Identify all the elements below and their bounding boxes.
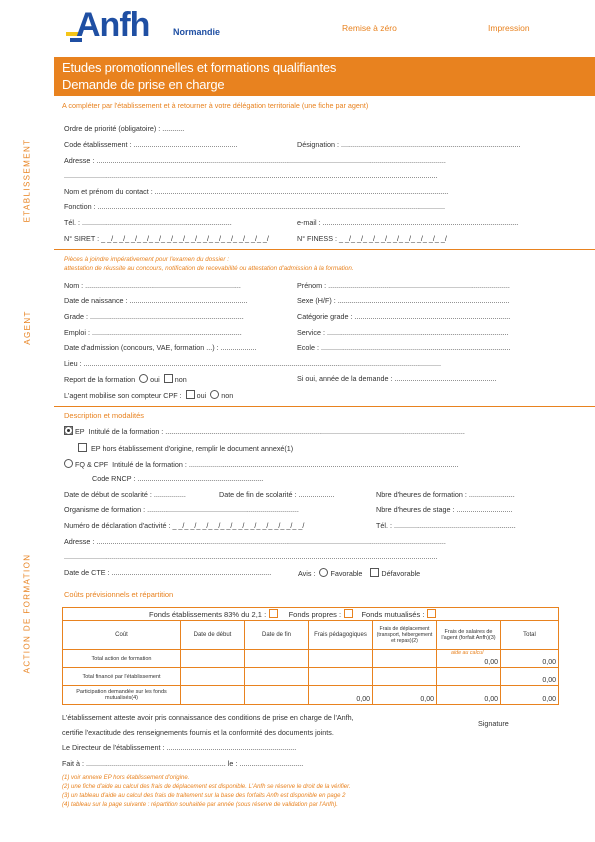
funds-etab-checkbox[interactable] [269,609,278,618]
cpf-row [64,390,233,400]
admission-field[interactable]: Date d'admission (concours, VAE, formation ...) : .................. [64,343,257,352]
favorable-label: Favorable [330,569,363,578]
row-label: Total financé par l'établissement [63,668,181,686]
email-field[interactable]: e-mail : .................................................................................................. [297,218,519,227]
costs-table [62,620,559,705]
deplacement-cell[interactable] [373,650,437,668]
salaires-cell[interactable] [437,650,501,668]
ep-label: EP [75,427,85,436]
fqcpf-row [64,459,458,469]
lieu-field[interactable]: Lieu : ................................................................................................................................................................................... [64,359,442,368]
declaration-field[interactable]: Numéro de déclaration d'activité : _ _/_ _/_ _/_ _/_ _/_ _/_ _/_ _/_ _/_ _/_ _/ [64,521,305,530]
pedago-cell: 0,00 [309,686,373,705]
ordre-field[interactable]: Ordre de priorité (obligatoire) : ........... [64,124,185,133]
agent-note: Pièces à joindre impérativement pour l'examen du dossier : [64,256,230,263]
report-row [64,374,187,384]
footnote: (2) une fiche d'aide au calcul des frais de déplacement est disponible. L'Anfh se réserve le droit de la vérifier. [62,784,351,790]
oui-label: oui [150,375,160,384]
heures-stage-field[interactable]: Nbre d'heures de stage : ............................ [376,505,513,514]
avis-row [298,568,420,578]
grade-field[interactable]: Grade : ............................................................................. [64,312,244,321]
ep-hors-label: EP hors établissement d'origine, remplir le document annexé(1) [91,444,294,453]
adresse-field[interactable]: Adresse : ............................................................................................................................................................................... [64,156,446,165]
logo-region: Normandie [173,27,221,37]
funds-propres-label: Fonds propres : [288,610,342,619]
aide-calcul-link[interactable]: aide au calcul [451,650,484,656]
categorie-field[interactable]: Catégorie grade : .............................................................................. [297,312,511,321]
reset-button[interactable]: Remise à zéro [342,23,397,33]
salaires-cell: 0,00 [437,686,501,705]
table-header-row [63,621,559,650]
finess-field[interactable]: N° FINESS : _ _/_ _/_ _/_ _/_ _/_ _/_ _/_ _/_ _/ [297,234,447,243]
logo-brand: Anfh [76,6,150,44]
attest-line-2: certifie l'exactitude des renseignements fournis et la conformité des documents joints. [62,728,334,737]
signature-label: Signature [478,719,509,728]
pedago-cell[interactable] [309,650,373,668]
section-action: ACTION DE FORMATION [22,553,32,673]
cpf-oui-checkbox[interactable] [186,390,195,399]
col-header: Frais de salaires de l'agent (forfait Anfh)(3) [437,621,501,650]
fqcpf-intitule-field[interactable]: Intitulé de la formation : ....................................................................................................................................... [112,460,459,469]
avis-label: Avis : [298,569,316,578]
code-etab-field[interactable]: Code établissement : .................................................... [64,140,238,149]
section-divider [54,249,595,250]
table-row [63,668,559,686]
non-label: non [174,375,187,384]
date-debut-cell[interactable] [181,668,245,686]
instructions: A compléter par l'établissement et à retourner à votre délégation territoriale (une fiche par agent) [62,101,369,110]
footnote: (3) un tableau d'aide au calcul des frais de traitement sur la base des forfaits Anfh est disponible en page 2 [62,793,346,799]
row-label: Total action de formation [63,650,181,668]
fqcpf-label: FQ & CPF [75,460,109,469]
cte-field[interactable]: Date de CTE : ................................................................................ [64,568,272,577]
naissance-field[interactable]: Date de naissance : ........................................................... [64,296,248,305]
total-cell: 0,00 [501,686,559,705]
pedago-cell[interactable] [309,668,373,686]
ep-hors-checkbox[interactable] [78,443,87,452]
organisme-field[interactable]: Organisme de formation : ............................................................................ [64,505,299,514]
date-fin-cell [245,686,309,705]
service-field[interactable]: Service : ........................................................................................... [297,328,509,337]
report-non-checkbox[interactable] [164,374,173,383]
agent-note-2: attestation de réussite au concours, notification de recevabilité ou attestation d'admission à la formation. [64,265,354,272]
organisme-tel-field[interactable]: Tél. : ............................................................. [376,521,516,530]
directeur-field[interactable]: Le Directeur de l'établissement : ................................................................. [62,743,297,752]
prenom-field[interactable]: Prénom : ........................................................................................... [297,281,510,290]
ep-row [64,426,465,436]
favorable-radio[interactable] [319,568,328,577]
footnote: (4) tableau sur la page suivante : répartition souhaitée par année (sous réserve de validation par l'Anfh). [62,802,338,808]
page-title: Etudes promotionnelles et formations qualifiantes [62,60,337,75]
title-banner [54,57,595,96]
costs-title: Coûts prévisionnels et répartition [64,590,174,599]
funds-propres-checkbox[interactable] [344,609,353,618]
fqcpf-radio[interactable] [64,459,73,468]
description-title: Description et modalités [64,411,145,420]
adresse-field-2[interactable]: ........................................................................................................................................................................................... [64,171,438,180]
col-header: Date de début [181,621,245,650]
fait-field[interactable]: Fait à : ...................................................................... le : ................................ [62,759,304,768]
table-row [63,650,559,668]
col-header: Frais pédagogiques [309,621,373,650]
debut-field[interactable]: Date de début de scolarité : ................ [64,490,186,499]
col-header: Coût [63,621,181,650]
annee-demande-field[interactable]: Si oui, année de la demande : ................................................... [297,374,497,383]
section-divider [54,406,595,407]
logo [66,6,236,48]
date-fin-cell[interactable] [245,668,309,686]
col-header: Total [501,621,559,650]
date-debut-cell [181,686,245,705]
funds-etab-label: Fonds établissements 83% du 2,1 : [149,610,267,619]
attest-line-1: L'établissement atteste avoir pris connaissance des conditions de prise en charge de l'Anfh, [62,713,354,722]
funds-mutu-label: Fonds mutualisés : [361,610,425,619]
print-button[interactable]: Impression [488,23,530,33]
designation-field[interactable]: Désignation : .......................................................................................... [297,140,521,149]
sexe-field[interactable]: Sexe (H/F) : ...................................................................................... [297,296,510,305]
date-fin-cell[interactable] [245,650,309,668]
ep-hors-row [76,443,293,453]
date-debut-cell[interactable] [181,650,245,668]
col-header: Frais de déplacement (transport, hébergement et repas)(2) [373,621,437,650]
salaires-value: 0,00 [484,659,498,666]
row-label: Participation demandée sur les fonds mutualisés(4) [63,686,181,705]
organisme-adresse-field[interactable]: Adresse : ............................................................................................................................................................................... [64,537,446,546]
deplacement-cell: 0,00 [373,686,437,705]
fin-field[interactable]: Date de fin de scolarité : .................. [219,490,335,499]
report-oui-radio[interactable] [139,374,148,383]
ep-intitule-field[interactable]: Intitulé de la formation : ...................................................................................................................................................... [88,427,465,436]
contact-field[interactable]: Nom et prénom du contact : ................................................................................................................................................... [64,187,449,196]
report-label: Report de la formation [64,375,136,384]
cpf-label: L'agent mobilise son compteur CPF : [64,391,182,400]
total-cell: 0,00 [501,668,559,686]
oui-label: oui [196,391,207,400]
rncp-field[interactable]: Code RNCP : ............................................................... [92,474,264,483]
siret-field[interactable]: N° SIRET : _ _/_ _/_ _/_ _/_ _/_ _/_ _/_ _/_ _/_ _/_ _/_ _/_ _/_ _/ [64,234,269,243]
emploi-field[interactable]: Emploi : ........................................................................... [64,328,242,337]
section-etablissement: ETABLISSEMENT [22,138,32,222]
total-cell: 0,00 [501,650,559,668]
organisme-adresse-field-2[interactable]: ........................................................................................................................................................................................... [64,552,438,561]
funds-row [62,607,559,620]
footnote: (1) voir annexe EP hors établissement d'origine. [62,775,190,781]
nom-field[interactable]: Nom : .............................................................................. [64,281,241,290]
salaires-cell[interactable] [437,668,501,686]
heures-formation-field[interactable]: Nbre d'heures de formation : ....................... [376,490,515,499]
defavorable-label: Défavorable [381,569,421,578]
tel-field[interactable]: Tél. : ........................................................................... [64,218,232,227]
fonction-field[interactable]: Fonction : .............................................................................................................................................................................. [64,202,446,211]
ecole-field[interactable]: Ecole : ............................................................................................... [297,343,511,352]
funds-mutu-checkbox[interactable] [427,609,436,618]
section-agent: AGENT [22,310,32,345]
non-label: non [221,391,234,400]
table-row [63,686,559,705]
cpf-non-radio[interactable] [210,390,219,399]
deplacement-cell[interactable] [373,668,437,686]
ep-checkbox[interactable] [64,426,73,435]
defavorable-checkbox[interactable] [370,568,379,577]
col-header: Date de fin [245,621,309,650]
page-subtitle: Demande de prise en charge [62,77,225,92]
